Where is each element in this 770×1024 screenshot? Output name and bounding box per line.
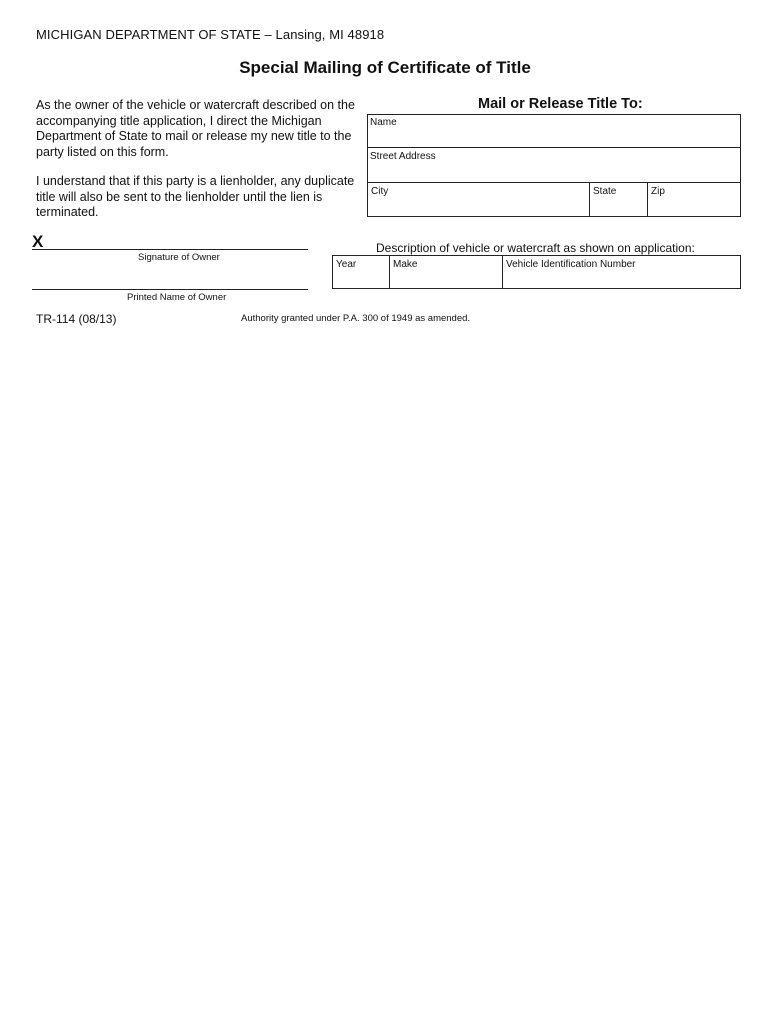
printed-name-caption: Printed Name of Owner xyxy=(127,292,227,303)
form-title: Special Mailing of Certificate of Title xyxy=(239,58,531,77)
signature-line[interactable] xyxy=(32,249,308,250)
city-field[interactable] xyxy=(368,183,590,217)
signature-caption: Signature of Owner xyxy=(138,252,220,263)
mail-release-box xyxy=(367,114,741,217)
vehicle-description-box xyxy=(332,255,741,289)
authority-statement: Authority granted under P.A. 300 of 1949 as amended. xyxy=(241,313,471,324)
agency-header: MICHIGAN DEPARTMENT OF STATE – Lansing, MI 48918 xyxy=(36,27,385,42)
lienholder-notice-paragraph: I understand that if this party is a lienholder, any duplicate title will also be sent to the lienholder until the lien is terminated. xyxy=(36,174,355,219)
vin-field[interactable] xyxy=(503,256,740,288)
printed-name-line[interactable] xyxy=(32,289,308,290)
state-field-label: State xyxy=(593,186,617,197)
name-field-label: Name xyxy=(370,117,397,128)
mail-release-heading: Mail or Release Title To: xyxy=(478,96,643,112)
owner-direction-paragraph: As the owner of the vehicle or watercraft described on the accompanying title application, I direct the Michigan Department of State to mail or release my new title to the party listed on this form. xyxy=(36,98,355,159)
signature-x-mark: X xyxy=(32,232,44,251)
form-number: TR-114 (08/13) xyxy=(36,312,117,326)
vin-field-label: Vehicle Identification Number xyxy=(506,259,636,270)
vehicle-description-caption: Description of vehicle or watercraft as shown on application: xyxy=(376,241,695,255)
make-field-label: Make xyxy=(393,259,418,270)
year-field[interactable] xyxy=(333,256,390,288)
make-field[interactable] xyxy=(390,256,503,288)
zip-field[interactable] xyxy=(648,183,740,217)
state-field[interactable] xyxy=(590,183,648,217)
street-address-field[interactable] xyxy=(367,148,741,183)
year-field-label: Year xyxy=(336,259,357,270)
zip-field-label: Zip xyxy=(651,186,665,197)
city-field-label: City xyxy=(371,186,389,197)
name-field[interactable] xyxy=(367,114,741,148)
street-address-field-label: Street Address xyxy=(370,151,436,162)
